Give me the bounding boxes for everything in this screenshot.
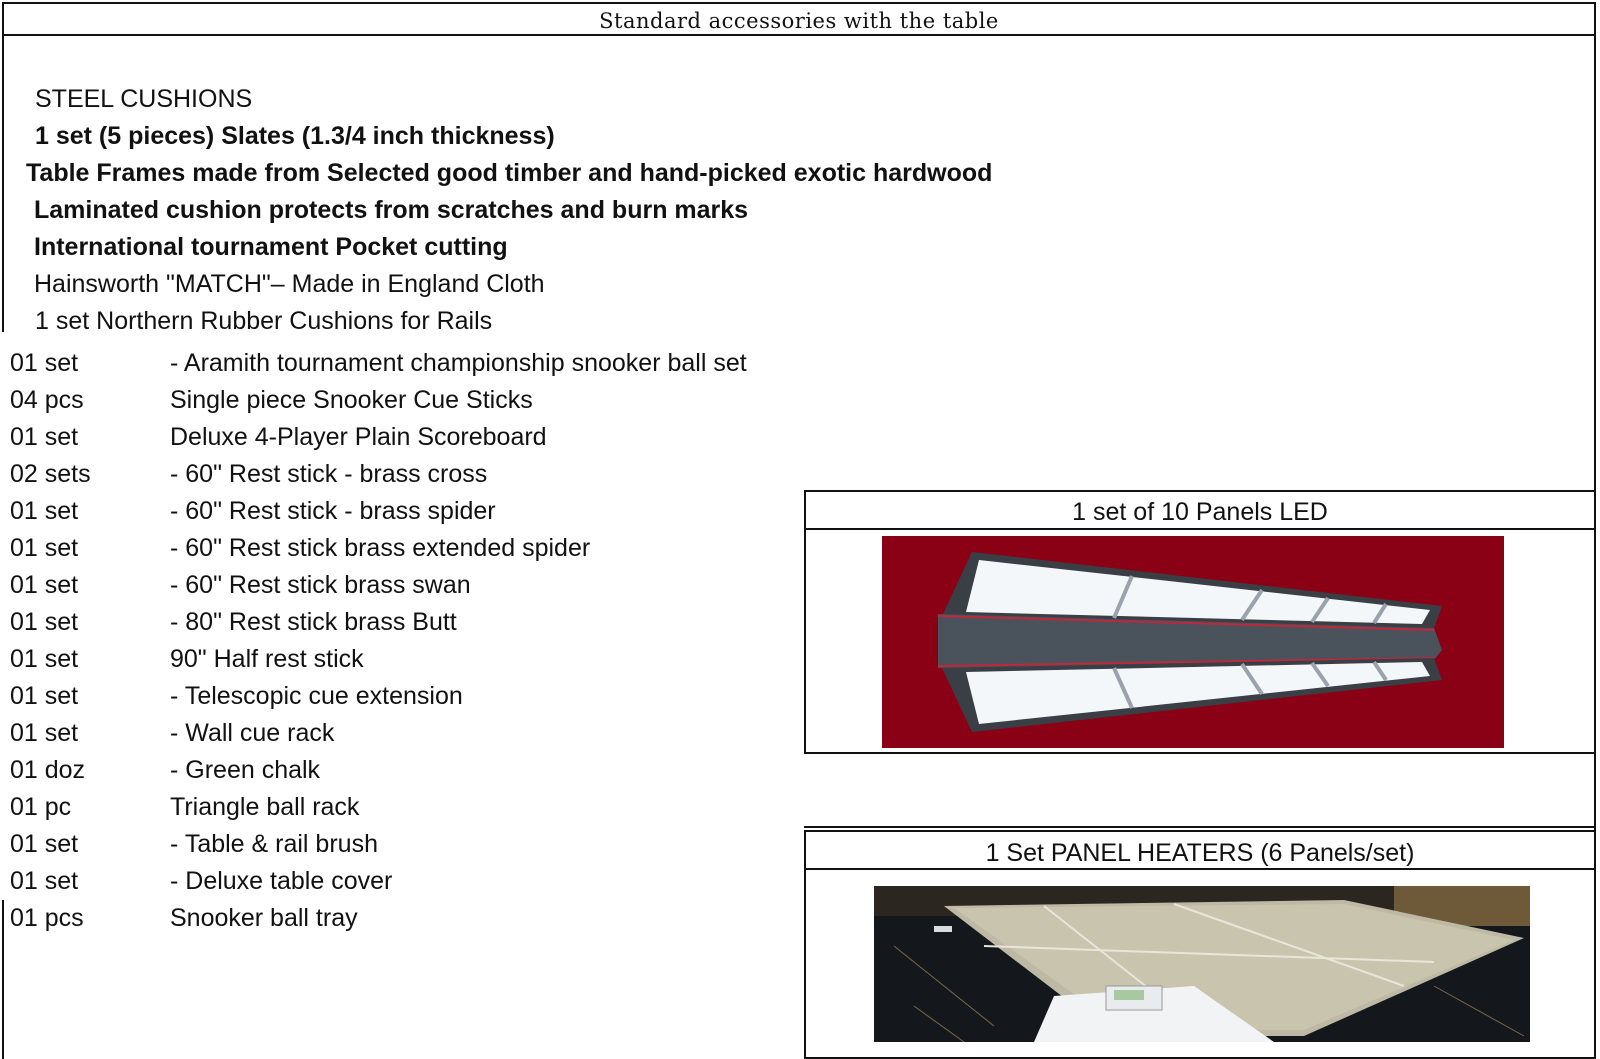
accessory-qty: 02 sets <box>10 460 91 488</box>
accessory-desc: - 60" Rest stick - brass cross <box>170 460 488 488</box>
left-border-top <box>2 36 4 332</box>
feature-line: Laminated cushion protects from scratches and burn marks <box>34 196 749 224</box>
heater-panel-title: 1 Set PANEL HEATERS (6 Panels/set) <box>985 839 1415 867</box>
accessory-qty: 01 set <box>10 349 79 377</box>
led-panel-image <box>882 536 1504 748</box>
heater-panel-box <box>804 830 1596 1059</box>
left-border-bottom <box>2 900 4 1059</box>
accessory-qty: 01 set <box>10 608 79 636</box>
accessory-desc: - 60" Rest stick brass swan <box>170 571 471 599</box>
accessory-qty: 01 set <box>10 571 79 599</box>
panel-title-divider <box>806 868 1594 870</box>
page-title: Standard accessories with the table <box>2 2 1596 36</box>
accessory-desc: - Green chalk <box>170 756 321 784</box>
heater-panel-photo <box>874 886 1530 1042</box>
accessory-desc: - Table & rail brush <box>170 830 378 858</box>
accessory-qty: 01 set <box>10 645 79 673</box>
accessory-desc: - Aramith tournament championship snooker ball set <box>170 349 747 377</box>
accessory-desc: Triangle ball rack <box>170 793 360 821</box>
accessory-desc: - 60" Rest stick brass extended spider <box>170 534 591 562</box>
accessory-qty: 01 pcs <box>10 904 84 932</box>
accessory-desc: - Telescopic cue extension <box>170 682 463 710</box>
accessory-qty: 04 pcs <box>10 386 84 414</box>
accessory-qty: 01 set <box>10 867 79 895</box>
led-panel-title: 1 set of 10 Panels LED <box>1072 498 1328 526</box>
accessory-qty: 01 doz <box>10 756 86 784</box>
accessory-desc: Snooker ball tray <box>170 904 358 932</box>
feature-line: Hainsworth "MATCH"– Made in England Cloth <box>34 270 545 298</box>
feature-line: International tournament Pocket cutting <box>34 233 508 261</box>
accessory-desc: - Deluxe table cover <box>170 867 393 895</box>
accessory-qty: 01 set <box>10 497 79 525</box>
feature-line: STEEL CUSHIONS <box>35 85 253 113</box>
led-panel-illustration <box>882 536 1504 748</box>
led-panel-box <box>804 490 1596 754</box>
accessory-desc: - 80" Rest stick brass Butt <box>170 608 457 636</box>
accessory-qty: 01 set <box>10 719 79 747</box>
accessory-qty: 01 pc <box>10 793 72 821</box>
feature-line: Table Frames made from Selected good timber and hand-picked exotic hardwood <box>26 159 993 187</box>
accessory-qty: 01 set <box>10 830 79 858</box>
accessory-qty: 01 set <box>10 682 79 710</box>
heater-panel-image <box>874 886 1530 1042</box>
accessory-desc: - 60" Rest stick - brass spider <box>170 497 496 525</box>
accessory-desc: - Wall cue rack <box>170 719 335 747</box>
accessory-desc: Deluxe 4-Player Plain Scoreboard <box>170 423 547 451</box>
divider-line-2 <box>804 826 1596 828</box>
panel-title-divider <box>806 528 1594 530</box>
accessory-qty: 01 set <box>10 423 79 451</box>
accessory-desc: Single piece Snooker Cue Sticks <box>170 386 533 414</box>
accessory-qty: 01 set <box>10 534 79 562</box>
accessory-desc: 90" Half rest stick <box>170 645 364 673</box>
feature-line: 1 set (5 pieces) Slates (1.3/4 inch thickness) <box>35 122 555 150</box>
feature-line: 1 set Northern Rubber Cushions for Rails <box>35 307 493 335</box>
